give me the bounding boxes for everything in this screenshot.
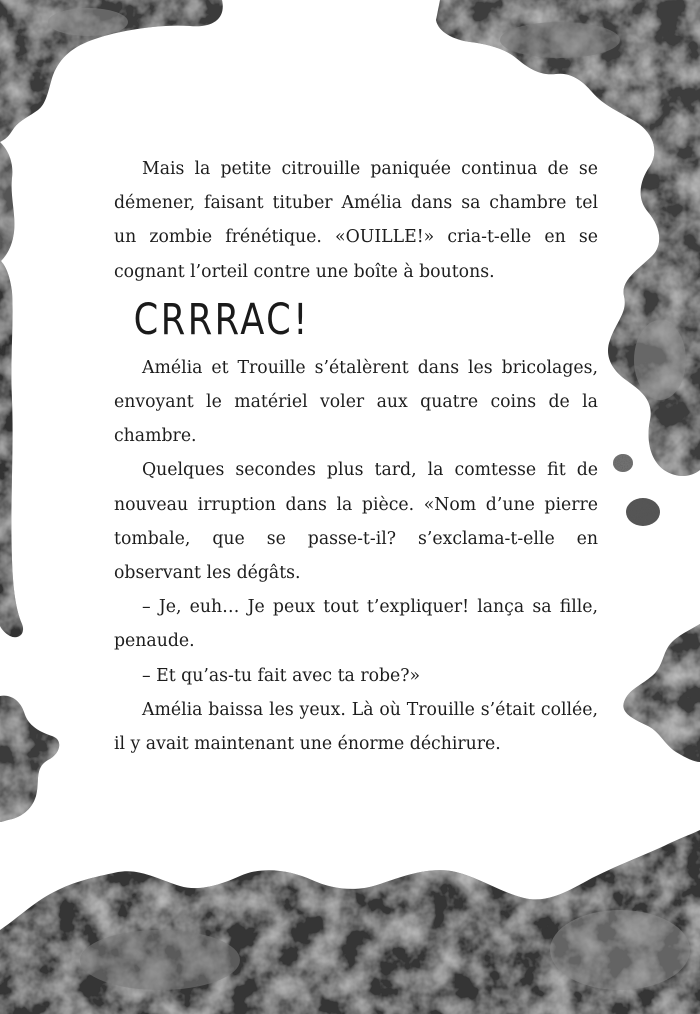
paragraph: Amélia baissa les yeux. Là où Trouille s’était collée, il y avait maintenant une énorme déchirure. — [114, 699, 598, 755]
paragraph: Quelques secondes plus tard, la comtesse fit de nouveau irruption dans la pièce. «Nom d’une pierre tombale, que se passe-t-il? s’exclama-t-elle en observant les dégâts. — [114, 460, 598, 584]
splash-highlight — [80, 930, 240, 990]
dialogue-line: – Je, euh… Je peux tout t’expliquer! lança sa fille, penaude. — [114, 597, 598, 652]
splash-left-drip — [0, 260, 23, 637]
splash-dot-small — [613, 454, 633, 472]
splash-highlight — [550, 910, 690, 990]
sound-effect-heading: CRRRAC! — [133, 294, 310, 345]
splash-highlight — [48, 8, 128, 36]
paragraph: Mais la petite citrouille paniquée continua de se démener, faisant tituber Amélia dans sa chambre tel un zombie frénétique. «OUILLE!» cria-t-elle en se cognant l’orteil contre une boîte à boutons. — [114, 159, 598, 282]
splash-right-mid — [623, 624, 700, 762]
splash-left-lower — [0, 696, 59, 822]
paragraph: Amélia et Trouille s’étalèrent dans les bricolages, envoyant le matériel voler aux quatre coins de la chambre. — [114, 357, 598, 447]
dialogue-line: – Et qu’as-tu fait avec ta robe?» — [142, 665, 421, 686]
story-text — [114, 152, 598, 761]
splash-left-mid — [0, 142, 14, 262]
splash-dot-medium — [626, 498, 660, 526]
splash-highlight — [634, 320, 686, 400]
splash-highlight — [500, 22, 620, 58]
